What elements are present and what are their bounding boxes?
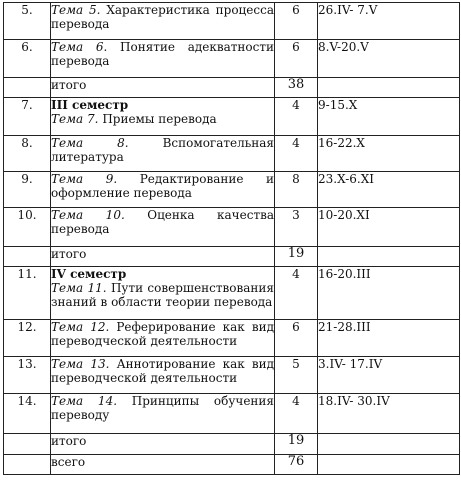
empty-cell bbox=[4, 78, 51, 98]
total-hours: 76 bbox=[275, 455, 318, 475]
topic-prefix: Тема 11. bbox=[51, 281, 107, 295]
topic-cell bbox=[51, 394, 275, 434]
table-row bbox=[4, 320, 460, 357]
row-number: 8. bbox=[4, 136, 51, 172]
topic-cell bbox=[51, 267, 275, 320]
dates-cell: 26.IV- 7.V bbox=[318, 3, 460, 40]
dates-cell: 16-20.III bbox=[318, 267, 460, 320]
topic-cell bbox=[51, 3, 275, 40]
empty-cell bbox=[318, 455, 460, 475]
row-number: 10. bbox=[4, 208, 51, 247]
hours-cell: 4 bbox=[275, 98, 318, 136]
table-row bbox=[4, 394, 460, 434]
row-number: 12. bbox=[4, 320, 51, 357]
hours-cell: 8 bbox=[275, 172, 318, 208]
topic-cell bbox=[51, 98, 275, 136]
topic-prefix: Тема 8. bbox=[51, 136, 129, 150]
table-row bbox=[4, 98, 460, 136]
topic-title: Реферирование как вид переводческой деятельности bbox=[51, 320, 274, 348]
hours-cell: 3 bbox=[275, 208, 318, 247]
table-row bbox=[4, 357, 460, 394]
total-row bbox=[4, 247, 460, 267]
hours-cell: 6 bbox=[275, 320, 318, 357]
topic-prefix: Тема 10. bbox=[51, 208, 125, 222]
row-number: 14. bbox=[4, 394, 51, 434]
topic-prefix: Тема 6. bbox=[51, 40, 108, 54]
row-number: 13. bbox=[4, 357, 51, 394]
schedule-table bbox=[3, 2, 460, 475]
total-hours: 19 bbox=[275, 247, 318, 267]
topic-cell bbox=[51, 320, 275, 357]
topic-title: Приемы перевода bbox=[102, 112, 217, 126]
hours-cell: 5 bbox=[275, 357, 318, 394]
dates-cell: 9-15.X bbox=[318, 98, 460, 136]
dates-cell: 18.IV- 30.IV bbox=[318, 394, 460, 434]
topic-prefix: Тема 12. bbox=[51, 320, 110, 334]
empty-cell bbox=[318, 78, 460, 98]
table-row bbox=[4, 267, 460, 320]
topic-cell bbox=[51, 172, 275, 208]
topic-title: Характеристика процесса перевода bbox=[51, 3, 274, 31]
topic-title: Принципы обучения переводу bbox=[51, 394, 274, 422]
empty-cell bbox=[318, 247, 460, 267]
total-label: итого bbox=[51, 434, 275, 455]
total-label: всего bbox=[51, 455, 275, 475]
row-number: 7. bbox=[4, 98, 51, 136]
dates-cell: 16-22.X bbox=[318, 136, 460, 172]
topic-title: Пути совершенствования знаний в области теории перевода bbox=[51, 281, 274, 309]
row-number: 11. bbox=[4, 267, 51, 320]
topic-cell bbox=[51, 357, 275, 394]
topic-title: Понятие адекватности перевода bbox=[51, 40, 274, 68]
topic-prefix: Тема 14. bbox=[51, 394, 118, 408]
total-row bbox=[4, 434, 460, 455]
total-hours: 19 bbox=[275, 434, 318, 455]
table-row bbox=[4, 172, 460, 208]
dates-cell: 8.V-20.V bbox=[318, 40, 460, 78]
topic-title: Вспомогательная литература bbox=[51, 136, 274, 164]
table-row bbox=[4, 40, 460, 78]
topic-title: Редактирование и оформление перевода bbox=[51, 172, 274, 200]
row-number: 5. bbox=[4, 3, 51, 40]
table-row bbox=[4, 208, 460, 247]
topic-prefix: Тема 5. bbox=[51, 3, 101, 17]
dates-cell: 10-20.XI bbox=[318, 208, 460, 247]
dates-cell: 21-28.III bbox=[318, 320, 460, 357]
hours-cell: 4 bbox=[275, 394, 318, 434]
row-number: 9. bbox=[4, 172, 51, 208]
hours-cell: 6 bbox=[275, 3, 318, 40]
hours-cell: 4 bbox=[275, 267, 318, 320]
topic-prefix: Тема 7. bbox=[51, 112, 99, 126]
table-row bbox=[4, 3, 460, 40]
hours-cell: 6 bbox=[275, 40, 318, 78]
total-hours: 38 bbox=[275, 78, 318, 98]
row-number: 6. bbox=[4, 40, 51, 78]
empty-cell bbox=[4, 455, 51, 475]
total-row bbox=[4, 455, 460, 475]
empty-cell bbox=[4, 247, 51, 267]
hours-cell: 4 bbox=[275, 136, 318, 172]
topic-prefix: Тема 13. bbox=[51, 357, 110, 371]
total-label: итого bbox=[51, 78, 275, 98]
topic-cell bbox=[51, 136, 275, 172]
table-row bbox=[4, 136, 460, 172]
dates-cell: 23.X-6.XI bbox=[318, 172, 460, 208]
topic-cell bbox=[51, 208, 275, 247]
total-row bbox=[4, 78, 460, 98]
dates-cell: 3.IV- 17.IV bbox=[318, 357, 460, 394]
topic-cell bbox=[51, 40, 275, 78]
semester-heading: IV семестр bbox=[51, 267, 127, 281]
topic-title: Аннотирование как вид переводческой деятельности bbox=[51, 357, 274, 385]
semester-heading: III семестр bbox=[51, 98, 129, 112]
empty-cell bbox=[4, 434, 51, 455]
topic-prefix: Тема 9. bbox=[51, 172, 118, 186]
topic-title: Оценка качества перевода bbox=[51, 208, 274, 236]
total-label: итого bbox=[51, 247, 275, 267]
empty-cell bbox=[318, 434, 460, 455]
